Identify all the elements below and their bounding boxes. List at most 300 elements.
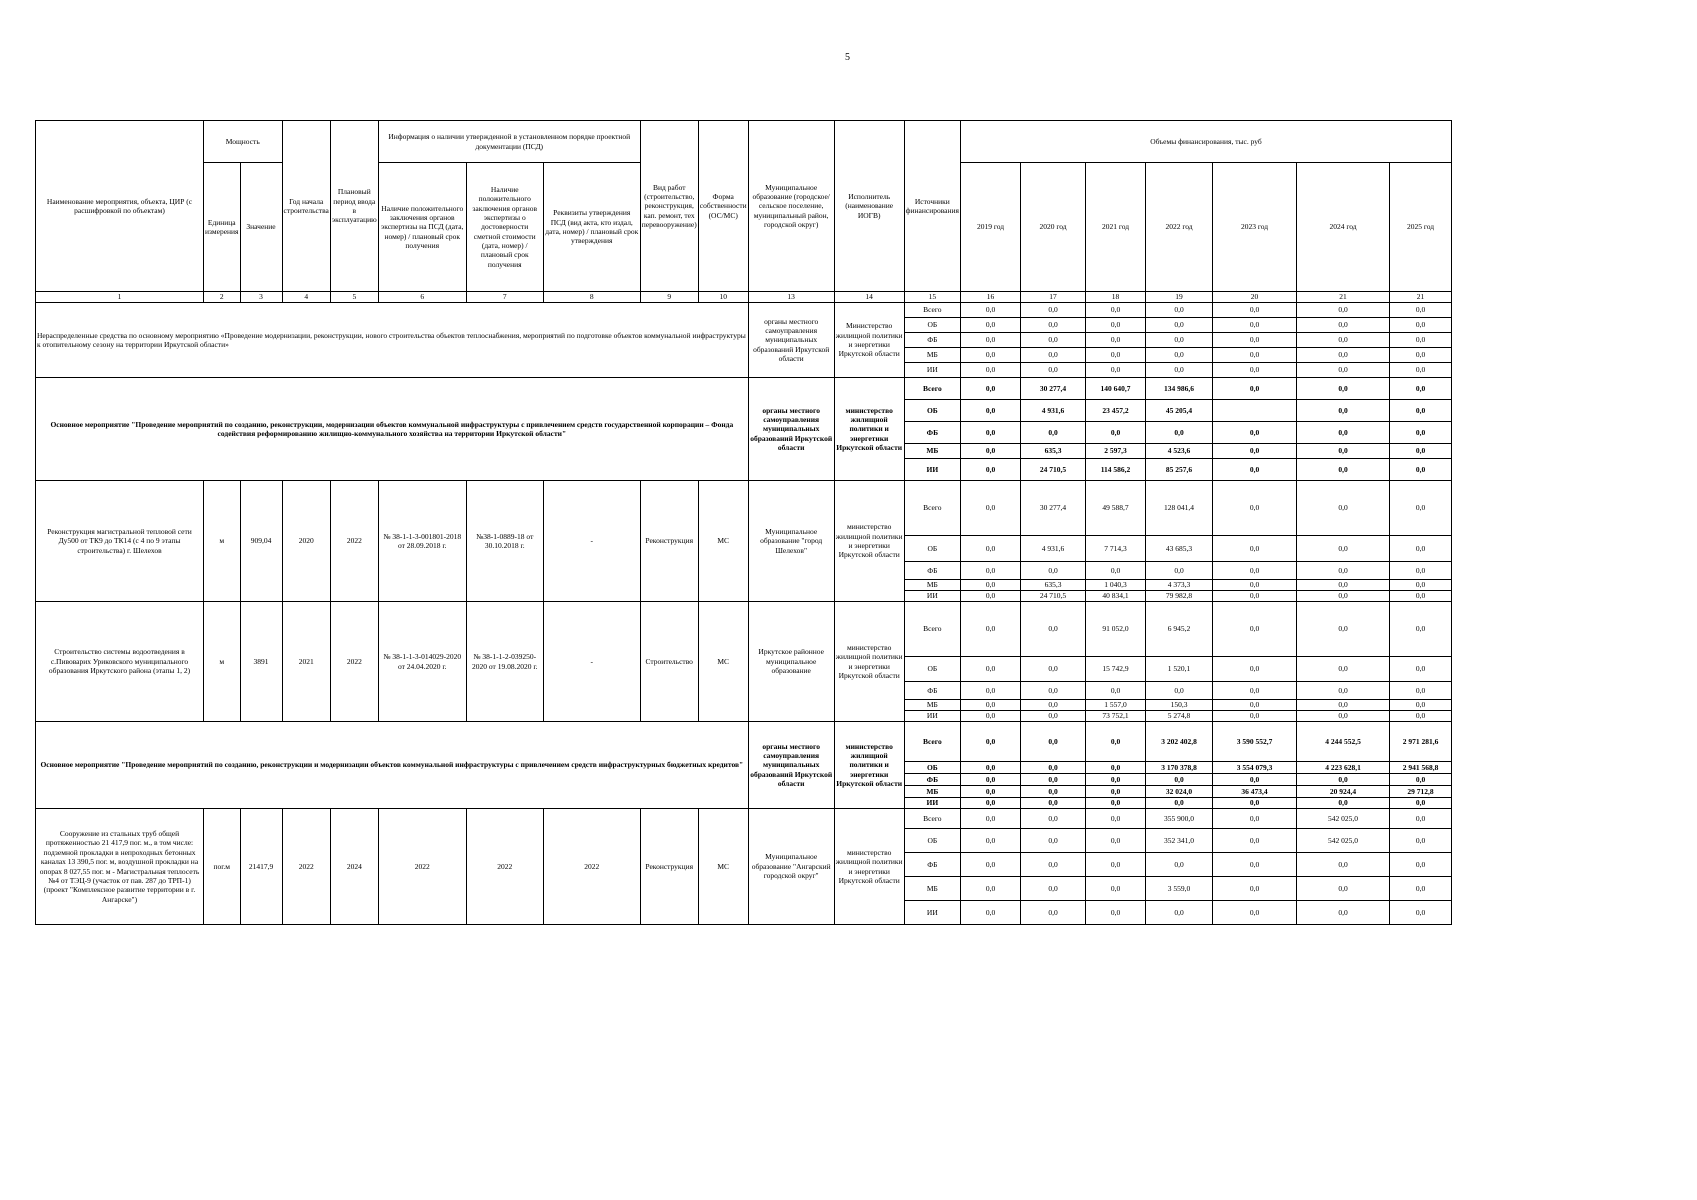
amount: 0,0 xyxy=(1297,700,1390,711)
amount: 24 710,5 xyxy=(1021,459,1086,481)
page-number: 5 xyxy=(845,52,850,63)
header-value: Значение xyxy=(240,163,282,292)
funding-source: ОБ xyxy=(904,829,960,853)
funding-source: ИИ xyxy=(904,711,960,722)
ownership: МС xyxy=(698,809,748,925)
amount: 0,0 xyxy=(1213,333,1297,348)
amount: 0,0 xyxy=(1390,303,1452,318)
psd-expertise: № 38-1-1-3-014029-2020 от 24.04.2020 г. xyxy=(378,602,466,722)
amount: 0,0 xyxy=(1390,774,1452,786)
funding-source: Всего xyxy=(904,378,960,400)
amount: 0,0 xyxy=(1021,363,1086,378)
municipality: органы местного самоуправления муниципальных образований Иркутской области xyxy=(748,303,834,378)
amount: 0,0 xyxy=(961,591,1021,602)
funding-source: ФБ xyxy=(904,562,960,580)
funding-source: ОБ xyxy=(904,657,960,682)
amount: 0,0 xyxy=(1146,901,1213,925)
amount: 0,0 xyxy=(961,700,1021,711)
funding-source: ИИ xyxy=(904,363,960,378)
funding-source: ИИ xyxy=(904,459,960,481)
amount: 3 590 552,7 xyxy=(1213,722,1297,762)
amount: 0,0 xyxy=(1086,853,1146,877)
amount: 4 373,3 xyxy=(1146,580,1213,591)
funding-source: МБ xyxy=(904,877,960,901)
object-name: Реконструкция магистральной тепловой сети Ду500 от ТК9 до ТК14 (с 4 по 9 этапы строительства) г. Шелехов xyxy=(36,481,204,602)
amount: 0,0 xyxy=(1146,853,1213,877)
amount: 43 685,3 xyxy=(1146,536,1213,562)
amount: 0,0 xyxy=(961,348,1021,363)
amount: 0,0 xyxy=(961,853,1021,877)
amount: 0,0 xyxy=(1390,378,1452,400)
column-number: 8 xyxy=(543,292,640,303)
amount: 7 714,3 xyxy=(1086,536,1146,562)
amount: 0,0 xyxy=(1390,657,1452,682)
amount: 0,0 xyxy=(961,580,1021,591)
amount: 0,0 xyxy=(1146,303,1213,318)
amount: 0,0 xyxy=(1021,774,1086,786)
funding-source: ОБ xyxy=(904,400,960,422)
amount: 0,0 xyxy=(1021,722,1086,762)
header-work-type: Вид работ (строительство, реконструкция, кап. ремонт, тех перевооружение) xyxy=(640,121,698,292)
amount: 0,0 xyxy=(1390,459,1452,481)
psd-requisites: 2022 xyxy=(543,809,640,925)
column-number: 13 xyxy=(748,292,834,303)
column-number: 3 xyxy=(240,292,282,303)
amount: 0,0 xyxy=(1213,481,1297,536)
amount: 0,0 xyxy=(1021,901,1086,925)
amount: 32 024,0 xyxy=(1146,786,1213,798)
amount: 0,0 xyxy=(961,378,1021,400)
amount: 3 202 402,8 xyxy=(1146,722,1213,762)
municipality: Муниципальное образование "город Шелехов" xyxy=(748,481,834,602)
amount: 0,0 xyxy=(1213,318,1297,333)
amount: 0,0 xyxy=(1021,853,1086,877)
amount: 0,0 xyxy=(1021,786,1086,798)
amount: 128 041,4 xyxy=(1146,481,1213,536)
amount: 0,0 xyxy=(1021,348,1086,363)
amount: 542 025,0 xyxy=(1297,829,1390,853)
amount: 0,0 xyxy=(961,722,1021,762)
amount: 0,0 xyxy=(1021,422,1086,444)
amount: 0,0 xyxy=(1021,877,1086,901)
header-psd-positive: Наличие положительного заключения органов экспертизы на ПСД (дата, номер) / плановый срок получения xyxy=(378,163,466,292)
header-capacity: Мощность xyxy=(204,121,283,163)
amount: 0,0 xyxy=(961,762,1021,774)
amount: 0,0 xyxy=(1390,580,1452,591)
amount: 355 900,0 xyxy=(1146,809,1213,829)
amount: 5 274,8 xyxy=(1146,711,1213,722)
amount: 0,0 xyxy=(1021,700,1086,711)
work-type: Реконструкция xyxy=(640,481,698,602)
amount: 0,0 xyxy=(961,829,1021,853)
amount: 3 170 378,8 xyxy=(1146,762,1213,774)
amount: 0,0 xyxy=(1086,901,1146,925)
amount: 0,0 xyxy=(1390,422,1452,444)
amount: 45 205,4 xyxy=(1146,400,1213,422)
header-year: 2025 год xyxy=(1390,163,1452,292)
planned-year: 2024 xyxy=(330,809,378,925)
funding-source: ОБ xyxy=(904,536,960,562)
amount: 0,0 xyxy=(1213,378,1297,400)
amount: 0,0 xyxy=(1390,363,1452,378)
amount: 114 586,2 xyxy=(1086,459,1146,481)
amount: 0,0 xyxy=(961,877,1021,901)
amount: 0,0 xyxy=(1390,602,1452,657)
amount: 0,0 xyxy=(1297,657,1390,682)
amount: 0,0 xyxy=(1297,422,1390,444)
amount: 0,0 xyxy=(961,901,1021,925)
amount: 0,0 xyxy=(1146,333,1213,348)
amount: 635,3 xyxy=(1021,580,1086,591)
amount: 0,0 xyxy=(1146,348,1213,363)
amount: 0,0 xyxy=(1021,657,1086,682)
amount: 0,0 xyxy=(1021,682,1086,700)
psd-estimate: № 38-1-1-2-039250-2020 от 19.08.2020 г. xyxy=(466,602,543,722)
start-year: 2021 xyxy=(282,602,330,722)
header-sources: Источники финансирования xyxy=(904,121,960,292)
amount: 0,0 xyxy=(1213,580,1297,591)
psd-requisites: - xyxy=(543,602,640,722)
amount: 0,0 xyxy=(1297,400,1390,422)
amount: 0,0 xyxy=(1213,363,1297,378)
amount: 0,0 xyxy=(1297,363,1390,378)
amount: 0,0 xyxy=(1297,333,1390,348)
amount: 0,0 xyxy=(961,786,1021,798)
amount: 0,0 xyxy=(1297,459,1390,481)
funding-source: ФБ xyxy=(904,682,960,700)
amount: 0,0 xyxy=(1021,602,1086,657)
amount: 85 257,6 xyxy=(1146,459,1213,481)
funding-source: МБ xyxy=(904,580,960,591)
amount: 150,3 xyxy=(1146,700,1213,711)
amount: 73 752,1 xyxy=(1086,711,1146,722)
financing-row xyxy=(36,481,1452,536)
column-number: 19 xyxy=(1146,292,1213,303)
amount: 0,0 xyxy=(1297,591,1390,602)
amount: 0,0 xyxy=(1086,303,1146,318)
amount: 0,0 xyxy=(1390,829,1452,853)
column-number: 16 xyxy=(961,292,1021,303)
amount: 0,0 xyxy=(1021,798,1086,809)
funding-source: ФБ xyxy=(904,422,960,444)
psd-estimate: 2022 xyxy=(466,809,543,925)
amount: 1 557,0 xyxy=(1086,700,1146,711)
column-number: 4 xyxy=(282,292,330,303)
amount: 0,0 xyxy=(961,562,1021,580)
amount: 0,0 xyxy=(1021,711,1086,722)
amount: 0,0 xyxy=(1213,682,1297,700)
start-year: 2020 xyxy=(282,481,330,602)
executor: министерство жилищной политики и энергетики Иркутской области xyxy=(834,378,904,481)
amount: 0,0 xyxy=(1297,711,1390,722)
financing-row xyxy=(36,378,1452,400)
amount: 0,0 xyxy=(1297,348,1390,363)
amount: 635,3 xyxy=(1021,444,1086,459)
municipality: органы местного самоуправления муниципальных образований Иркутской области xyxy=(748,378,834,481)
funding-source: ИИ xyxy=(904,591,960,602)
planned-year: 2022 xyxy=(330,602,378,722)
amount: 0,0 xyxy=(1086,682,1146,700)
amount: 0,0 xyxy=(1297,481,1390,536)
capacity-value: 3891 xyxy=(240,602,282,722)
amount: 0,0 xyxy=(1086,798,1146,809)
funding-source: Всего xyxy=(904,303,960,318)
object-name: Строительство системы водоотведения в с.Пивоварих Уриковского муниципального образования Иркутского района (этапы 1, 2) xyxy=(36,602,204,722)
amount: 0,0 xyxy=(1213,657,1297,682)
amount: 0,0 xyxy=(1086,774,1146,786)
amount: 0,0 xyxy=(961,400,1021,422)
financing-row xyxy=(36,602,1452,657)
funding-source: ИИ xyxy=(904,798,960,809)
amount: 1 520,1 xyxy=(1146,657,1213,682)
unit: м xyxy=(204,481,241,602)
column-number: 18 xyxy=(1086,292,1146,303)
amount: 29 712,8 xyxy=(1390,786,1452,798)
funding-source: ФБ xyxy=(904,774,960,786)
work-type: Реконструкция xyxy=(640,809,698,925)
amount: 0,0 xyxy=(1086,363,1146,378)
amount: 0,0 xyxy=(1213,829,1297,853)
amount: 0,0 xyxy=(1021,809,1086,829)
amount: 3 559,0 xyxy=(1146,877,1213,901)
column-number: 7 xyxy=(466,292,543,303)
amount: 0,0 xyxy=(1213,774,1297,786)
amount: 0,0 xyxy=(1213,901,1297,925)
amount: 140 640,7 xyxy=(1086,378,1146,400)
amount: 0,0 xyxy=(1086,786,1146,798)
amount: 0,0 xyxy=(1390,562,1452,580)
amount: 23 457,2 xyxy=(1086,400,1146,422)
amount: 0,0 xyxy=(961,657,1021,682)
amount: 542 025,0 xyxy=(1297,809,1390,829)
amount: 0,0 xyxy=(1297,798,1390,809)
amount: 0,0 xyxy=(1297,444,1390,459)
amount: 0,0 xyxy=(1297,318,1390,333)
amount: 0,0 xyxy=(1146,798,1213,809)
column-number-row xyxy=(36,292,1452,303)
header-year: 2021 год xyxy=(1086,163,1146,292)
amount: 0,0 xyxy=(1297,378,1390,400)
amount: 0,0 xyxy=(1213,809,1297,829)
amount: 3 554 079,3 xyxy=(1213,762,1297,774)
amount: 0,0 xyxy=(1390,318,1452,333)
column-number: 17 xyxy=(1021,292,1086,303)
column-number: 5 xyxy=(330,292,378,303)
unit: пог.м xyxy=(204,809,241,925)
amount: 0,0 xyxy=(1390,333,1452,348)
column-number: 21 xyxy=(1297,292,1390,303)
amount: 0,0 xyxy=(1086,722,1146,762)
section-title: Нераспределенные средства по основному мероприятию «Проведение модернизации, реконструкции, нового строительства объектов теплоснабжения, мероприятий по подготовке объектов коммунальной инфраструктуры к отопительному сезону на территории Иркутской области» xyxy=(36,303,749,378)
capacity-value: 909,04 xyxy=(240,481,282,602)
header-psd-info: Информация о наличии утвержденной в установленном порядке проектной документации (ПСД) xyxy=(378,121,640,163)
executor: Министерство жилищной политики и энергетики Иркутской области xyxy=(834,303,904,378)
psd-expertise: № 38-1-1-3-001801-2018 от 28.09.2018 г. xyxy=(378,481,466,602)
column-number: 1 xyxy=(36,292,204,303)
column-number: 9 xyxy=(640,292,698,303)
amount: 0,0 xyxy=(1021,318,1086,333)
funding-source: ОБ xyxy=(904,762,960,774)
amount: 0,0 xyxy=(1297,303,1390,318)
header-planned-period: Плановый период ввода в эксплуатацию xyxy=(330,121,378,292)
amount: 15 742,9 xyxy=(1086,657,1146,682)
amount: 0,0 xyxy=(1213,602,1297,657)
amount: 0,0 xyxy=(961,774,1021,786)
amount: 30 277,4 xyxy=(1021,378,1086,400)
amount: 352 341,0 xyxy=(1146,829,1213,853)
amount: 0,0 xyxy=(1213,711,1297,722)
amount: 0,0 xyxy=(1086,562,1146,580)
amount: 0,0 xyxy=(1213,700,1297,711)
amount: 0,0 xyxy=(961,809,1021,829)
executor: министерство жилищной политики и энергетики Иркутской области xyxy=(834,481,904,602)
amount: 2 597,3 xyxy=(1086,444,1146,459)
header-municipality: Муниципальное образование (городское/сельское поселение, муниципальный район, городской округ) xyxy=(748,121,834,292)
financing-row xyxy=(36,809,1452,829)
amount: 0,0 xyxy=(1390,809,1452,829)
amount: 0,0 xyxy=(1213,444,1297,459)
amount: 0,0 xyxy=(1297,877,1390,901)
header-start-year: Год начала строительства xyxy=(282,121,330,292)
amount: 0,0 xyxy=(1213,303,1297,318)
amount: 49 588,7 xyxy=(1086,481,1146,536)
amount: 0,0 xyxy=(1086,829,1146,853)
planned-year: 2022 xyxy=(330,481,378,602)
section-title: Основное мероприятие "Проведение мероприятий по созданию, реконструкции и модернизации объектов коммунальной инфраструктуры с привлечением средств инфраструктурных бюджетных кредитов" xyxy=(36,722,749,809)
amount xyxy=(1213,400,1297,422)
amount: 0,0 xyxy=(1390,901,1452,925)
funding-source: Всего xyxy=(904,722,960,762)
column-number: 20 xyxy=(1213,292,1297,303)
funding-source: ФБ xyxy=(904,853,960,877)
amount: 0,0 xyxy=(1086,333,1146,348)
section-title: Основное мероприятие "Проведение мероприятий по созданию, реконструкции, модернизации объектов коммунальной инфраструктуры с привлечением средств государственной корпорации – Фонда содействия реформированию жилищно-коммунального хозяйства на территории Иркутской области" xyxy=(36,378,749,481)
amount: 0,0 xyxy=(961,481,1021,536)
amount: 0,0 xyxy=(1297,562,1390,580)
amount: 1 040,3 xyxy=(1086,580,1146,591)
amount: 0,0 xyxy=(1021,762,1086,774)
amount: 24 710,5 xyxy=(1021,591,1086,602)
amount: 0,0 xyxy=(1213,591,1297,602)
object-name: Сооружение из стальных труб общей протяженностью 21 417,9 пог. м., в том числе: подземной прокладки в непроходных бетонных каналах 13 390,5 пог. м, воздушной прокладки на опорах 8 027,55 пог. м - Магистральная теплосеть №4 от ТЭЦ-9 (участок от пав. 287 до ТРП-1) (проект "Комплексное развитие территории в г. Ангарске") xyxy=(36,809,204,925)
amount: 0,0 xyxy=(961,363,1021,378)
amount: 4 523,6 xyxy=(1146,444,1213,459)
amount: 0,0 xyxy=(1213,798,1297,809)
amount: 0,0 xyxy=(1213,853,1297,877)
executor: министерство жилищной политики и энергетики Иркутской области xyxy=(834,602,904,722)
amount: 0,0 xyxy=(961,711,1021,722)
amount: 0,0 xyxy=(1086,809,1146,829)
amount: 0,0 xyxy=(1213,536,1297,562)
amount: 0,0 xyxy=(1390,798,1452,809)
amount: 4 244 552,5 xyxy=(1297,722,1390,762)
header-year: 2024 год xyxy=(1297,163,1390,292)
executor: министерство жилищной политики и энергетики Иркутской области xyxy=(834,722,904,809)
amount: 0,0 xyxy=(1021,829,1086,853)
amount: 0,0 xyxy=(1390,711,1452,722)
amount: 0,0 xyxy=(1213,459,1297,481)
amount: 0,0 xyxy=(1213,562,1297,580)
municipality: органы местного самоуправления муниципальных образований Иркутской области xyxy=(748,722,834,809)
amount: 0,0 xyxy=(1297,774,1390,786)
amount: 0,0 xyxy=(1213,877,1297,901)
header-year: 2019 год xyxy=(961,163,1021,292)
amount: 0,0 xyxy=(1297,682,1390,700)
amount: 0,0 xyxy=(1390,444,1452,459)
header-psd-estimate: Наличие положительного заключения органов экспертизы о достоверности сметной стоимости (дата, номер) / плановый срок получения xyxy=(466,163,543,292)
amount: 0,0 xyxy=(1297,853,1390,877)
amount: 0,0 xyxy=(1297,580,1390,591)
amount: 36 473,4 xyxy=(1213,786,1297,798)
amount: 134 986,6 xyxy=(1146,378,1213,400)
amount: 0,0 xyxy=(1021,562,1086,580)
municipality: Иркутское районное муниципальное образование xyxy=(748,602,834,722)
column-number: 2 xyxy=(204,292,241,303)
column-number: 10 xyxy=(698,292,748,303)
header-year: 2023 год xyxy=(1213,163,1297,292)
amount: 0,0 xyxy=(1146,682,1213,700)
amount: 0,0 xyxy=(1146,422,1213,444)
amount: 0,0 xyxy=(961,318,1021,333)
header-unit: Единица измерения xyxy=(204,163,241,292)
amount: 79 982,8 xyxy=(1146,591,1213,602)
header-ownership: Форма собственности (ОС/МС) xyxy=(698,121,748,292)
amount: 0,0 xyxy=(1086,318,1146,333)
amount: 0,0 xyxy=(1390,682,1452,700)
amount: 0,0 xyxy=(1213,348,1297,363)
header-year: 2022 год xyxy=(1146,163,1213,292)
amount: 0,0 xyxy=(1021,303,1086,318)
financing-row xyxy=(36,722,1452,762)
funding-source: ФБ xyxy=(904,333,960,348)
header-year: 2020 год xyxy=(1021,163,1086,292)
column-number: 21 xyxy=(1390,292,1452,303)
header-name: Наименование мероприятия, объекта, ЦИР (с расшифровкой по объектам) xyxy=(36,121,204,292)
amount: 0,0 xyxy=(961,536,1021,562)
amount: 0,0 xyxy=(1390,536,1452,562)
funding-source: Всего xyxy=(904,809,960,829)
amount: 0,0 xyxy=(1146,363,1213,378)
amount: 0,0 xyxy=(1297,602,1390,657)
funding-source: ОБ xyxy=(904,318,960,333)
psd-requisites: - xyxy=(543,481,640,602)
funding-source: МБ xyxy=(904,700,960,711)
amount: 30 277,4 xyxy=(1021,481,1086,536)
financing-row xyxy=(36,303,1452,318)
amount: 0,0 xyxy=(1086,877,1146,901)
amount: 0,0 xyxy=(1146,318,1213,333)
header-executor: Исполнитель (наименование ИОГВ) xyxy=(834,121,904,292)
amount: 2 941 568,8 xyxy=(1390,762,1452,774)
amount: 0,0 xyxy=(1390,400,1452,422)
amount: 0,0 xyxy=(1390,481,1452,536)
amount: 0,0 xyxy=(961,333,1021,348)
amount: 0,0 xyxy=(1146,562,1213,580)
amount: 4 223 628,1 xyxy=(1297,762,1390,774)
psd-expertise: 2022 xyxy=(378,809,466,925)
amount: 0,0 xyxy=(1146,774,1213,786)
amount: 0,0 xyxy=(1390,591,1452,602)
amount: 0,0 xyxy=(1297,901,1390,925)
amount: 0,0 xyxy=(1086,762,1146,774)
amount: 0,0 xyxy=(961,459,1021,481)
executor: министерство жилищной политики и энергетики Иркутской области xyxy=(834,809,904,925)
amount: 0,0 xyxy=(961,602,1021,657)
amount: 0,0 xyxy=(961,798,1021,809)
amount: 40 834,1 xyxy=(1086,591,1146,602)
ownership: МС xyxy=(698,602,748,722)
header-financing: Объемы финансирования, тыс. руб xyxy=(961,121,1452,163)
